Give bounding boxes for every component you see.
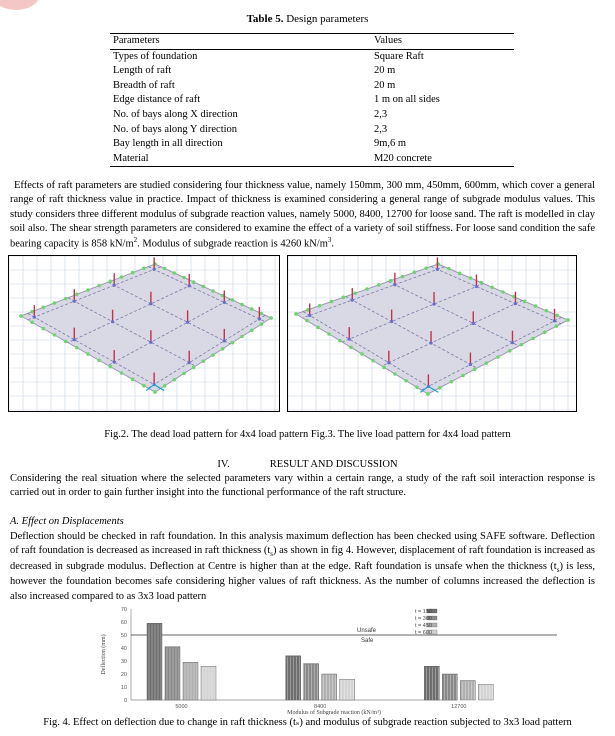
legend-label: t = 450 — [415, 623, 432, 629]
support-node — [330, 300, 334, 304]
y-axis-label: Deflection (mm) — [101, 634, 107, 675]
support-node — [555, 314, 559, 318]
support-node — [327, 332, 331, 336]
support-node — [473, 368, 477, 372]
support-node — [566, 318, 570, 322]
y-tick-label: 40 — [120, 646, 127, 652]
table-cell: Bay length in all direction — [113, 138, 223, 150]
column-joint — [553, 319, 556, 322]
table-title: Table 5. Design parameters — [246, 13, 369, 25]
support-node — [438, 386, 442, 390]
support-node — [53, 333, 57, 337]
support-node — [490, 286, 494, 290]
column-joint — [432, 302, 435, 305]
support-node — [353, 291, 357, 295]
support-node — [173, 378, 177, 382]
table-row — [110, 152, 514, 167]
table-row — [110, 64, 514, 79]
support-node — [545, 309, 549, 313]
support-node — [496, 355, 500, 359]
support-node — [260, 312, 264, 316]
page-corner-mark — [0, 0, 40, 10]
column-joint — [514, 302, 517, 305]
support-node — [240, 303, 244, 307]
support-node — [389, 279, 393, 283]
table-cell: 2,3 — [373, 123, 388, 135]
table-cell: Breadth of raft — [113, 79, 175, 91]
column-joint — [429, 341, 432, 344]
support-node — [53, 301, 57, 305]
support-node — [543, 331, 547, 335]
deflection-chart-svg — [97, 605, 557, 715]
support-node — [469, 276, 473, 280]
support-node — [182, 372, 186, 376]
table-cell: 20 m — [373, 65, 396, 77]
support-node — [294, 312, 298, 316]
support-node — [231, 341, 235, 345]
support-node — [19, 314, 23, 318]
support-node — [221, 347, 225, 351]
y-tick-label: 0 — [123, 698, 127, 704]
y-tick-label: 10 — [120, 685, 127, 691]
support-node — [163, 384, 167, 388]
table-cell: 9m,6 m — [373, 138, 407, 150]
support-node — [371, 359, 375, 363]
support-node — [211, 353, 215, 357]
support-node — [269, 316, 273, 320]
support-node — [86, 288, 90, 292]
column-joint — [511, 341, 514, 344]
support-node — [555, 324, 559, 328]
support-node — [382, 366, 386, 370]
table-cell: Types of foundation — [113, 50, 198, 62]
safe-label: Safe — [361, 638, 374, 644]
support-node — [153, 390, 157, 394]
column-joint — [111, 320, 114, 323]
support-node — [250, 329, 254, 333]
support-node — [523, 300, 527, 304]
y-tick-label: 50 — [120, 633, 127, 639]
table-row — [110, 108, 514, 123]
table-cell: Edge distance of raft — [113, 94, 201, 106]
column-joint — [73, 338, 76, 341]
unsafe-label: Unsafe — [357, 628, 377, 634]
support-node — [42, 306, 46, 310]
support-node — [109, 365, 113, 369]
support-node — [393, 372, 397, 376]
section-number: IV. — [217, 459, 230, 470]
support-node — [415, 386, 419, 390]
support-node — [424, 266, 428, 270]
y-tick-label: 20 — [120, 672, 127, 678]
support-node — [30, 310, 34, 314]
y-tick-label: 30 — [120, 659, 127, 665]
column-joint — [113, 360, 116, 363]
support-node — [192, 280, 196, 284]
x-tick-label: 12700 — [451, 704, 467, 710]
support-node — [97, 284, 101, 288]
support-node — [192, 366, 196, 370]
dead-load-model-drawing — [9, 256, 279, 411]
support-node — [401, 275, 405, 279]
x-axis-label: Modulus of Subgrade reaction (kN/m³) — [287, 710, 381, 715]
support-node — [131, 271, 135, 275]
chart-caption: Fig. 4. Effect on deflection due to change in raft thickness (tₛ) and modulus of subgrade reaction subjected to 3x3 load pattern — [43, 717, 572, 728]
paragraph-raft-parameters: Effects of raft parameters are studied considering four thickness value, namely 150mm, 300 mm, 450mm, 600mm, which cover a general range of raft thickness value in practice. Impact of thickness is examined considering a general range of subgrade modulus values. This study considers three different modulus of subgrade reaction values, namely 5000, 8400, 12700 for loose sand. The raft is modelled in clay soil also. The shear strength parameters are considered to examine the effect of a variety of soil stiffness. For loose sand condition the safe bearing capacity is 858 $kN/m^2$. Modulus of subgrade reaction is 4260 $kN/m^3$. — [10, 180, 595, 250]
table-row — [110, 93, 514, 108]
column-joint — [223, 301, 226, 304]
raft-slab — [21, 264, 271, 392]
support-node — [131, 378, 135, 382]
y-tick-label: 70 — [120, 607, 127, 613]
column-joint — [223, 339, 226, 342]
column-joint — [393, 283, 396, 286]
column-joint — [33, 316, 36, 319]
x-tick-label: 8400 — [314, 704, 327, 710]
column-joint — [390, 320, 393, 323]
legend-label: t = 300 — [415, 616, 432, 622]
y-tick-label: 60 — [120, 620, 127, 626]
support-node — [120, 371, 124, 375]
legend-label: t = 150 — [415, 609, 432, 615]
support-node — [75, 293, 79, 297]
column-joint — [149, 341, 152, 344]
support-node — [202, 359, 206, 363]
table-cell: Material — [110, 152, 366, 167]
table-cell: No. of bays along Y direction — [113, 123, 238, 135]
support-node — [64, 340, 68, 344]
column-joint — [153, 268, 156, 271]
subsection-heading: A. Effect on Displacements — [10, 516, 124, 527]
x-tick-label: 5000 — [175, 704, 188, 710]
column-joint — [188, 284, 191, 287]
column-joint — [73, 300, 76, 303]
support-node — [86, 352, 90, 356]
support-node — [461, 374, 465, 378]
column-joint — [186, 321, 189, 324]
table-cell: M20 concrete — [366, 152, 514, 167]
support-node — [75, 346, 79, 350]
section-title: RESULT AND DISCUSSION — [269, 459, 398, 470]
column-joint — [351, 298, 354, 301]
support-node — [305, 319, 309, 323]
column-joint — [258, 317, 261, 320]
support-node — [349, 346, 353, 350]
table-row — [110, 137, 514, 152]
support-node — [231, 298, 235, 302]
support-node — [485, 361, 489, 365]
column-joint — [348, 337, 351, 340]
design-parameters-table — [110, 33, 514, 167]
support-node — [447, 267, 451, 271]
support-node — [120, 275, 124, 279]
support-node — [142, 267, 146, 271]
support-node — [173, 271, 177, 275]
support-node — [240, 335, 244, 339]
support-node — [163, 267, 167, 271]
support-node — [109, 280, 113, 284]
paragraph-result-intro: Considering the real situation where the selected parameters vary within a certain range, a study of the raft soil interaction response is carried out in order to gain further insight into the functional performance of the raft structure. — [10, 473, 595, 499]
column-joint — [308, 314, 311, 317]
support-node — [501, 290, 505, 294]
support-node — [64, 297, 68, 301]
column-joint — [436, 268, 439, 271]
table-cell: 20 m — [373, 79, 396, 91]
table-cell: 1 m on all sides — [373, 94, 440, 106]
table-header-row — [110, 34, 514, 50]
support-node — [211, 289, 215, 293]
support-node — [377, 283, 381, 287]
support-node — [342, 296, 346, 300]
deflection-bar-chart — [97, 605, 557, 715]
support-node — [413, 271, 417, 275]
figure-load-patterns — [8, 255, 577, 412]
live-load-pattern-figure — [287, 255, 577, 412]
support-node — [450, 380, 454, 384]
figure-caption: Fig.2. The dead load pattern for 4x4 load pattern Fig.3. The live load pattern for 4x4 load pattern — [104, 429, 511, 440]
table-cell: Length of raft — [113, 65, 172, 77]
section-heading — [0, 458, 615, 472]
support-node — [404, 379, 408, 383]
table-cell: No. of bays along X direction — [113, 108, 238, 120]
support-node — [426, 392, 430, 396]
support-node — [458, 272, 462, 276]
support-node — [260, 322, 264, 326]
table-header-parameters: Parameters — [110, 34, 366, 50]
support-node — [531, 337, 535, 341]
support-node — [508, 349, 512, 353]
support-node — [202, 285, 206, 289]
column-joint — [469, 363, 472, 366]
table-cell: 2,3 — [373, 108, 388, 120]
legend-label: t = 600 — [415, 630, 432, 636]
table-row — [110, 49, 514, 64]
table-row — [110, 123, 514, 138]
table-header-values: Values — [366, 34, 514, 50]
support-node — [250, 307, 254, 311]
support-node — [97, 359, 101, 363]
table-cell: Square Raft — [373, 50, 424, 62]
support-node — [142, 384, 146, 388]
paragraph-displacements: Deflection should be checked in raft foundation. In this analysis maximum deflection has been checked using SAFE software. Deflection of raft foundation is decreased as increased in raft thickness $(t_s)$ as shown in fig 4. However, displacement of raft foundation is increased as decreased in subgrade modulus. Deflection at Centre is higher than at the edge. Raft foundation is unsafe when the thickness $(t_s)$ is less, however the foundation becomes safe considering higher values of raft thickness. As the number of columns increased the deflection is also increased compared to as 3x3 load pattern — [10, 531, 595, 602]
support-node — [520, 343, 524, 347]
support-node — [318, 304, 322, 308]
live-load-model-drawing — [288, 256, 576, 411]
column-joint — [387, 361, 390, 364]
support-node — [182, 276, 186, 280]
column-joint — [475, 285, 478, 288]
support-node — [365, 287, 369, 291]
table-row — [110, 79, 514, 94]
column-joint — [113, 284, 116, 287]
column-joint — [149, 302, 152, 305]
column-joint — [472, 322, 475, 325]
support-node — [338, 339, 342, 343]
raft-slab — [296, 264, 568, 394]
support-node — [42, 327, 46, 331]
support-node — [360, 352, 364, 356]
support-node — [534, 304, 538, 308]
column-joint — [188, 361, 191, 364]
dead-load-pattern-figure — [8, 255, 280, 412]
support-node — [316, 326, 320, 330]
support-node — [30, 321, 34, 325]
support-node — [480, 281, 484, 285]
